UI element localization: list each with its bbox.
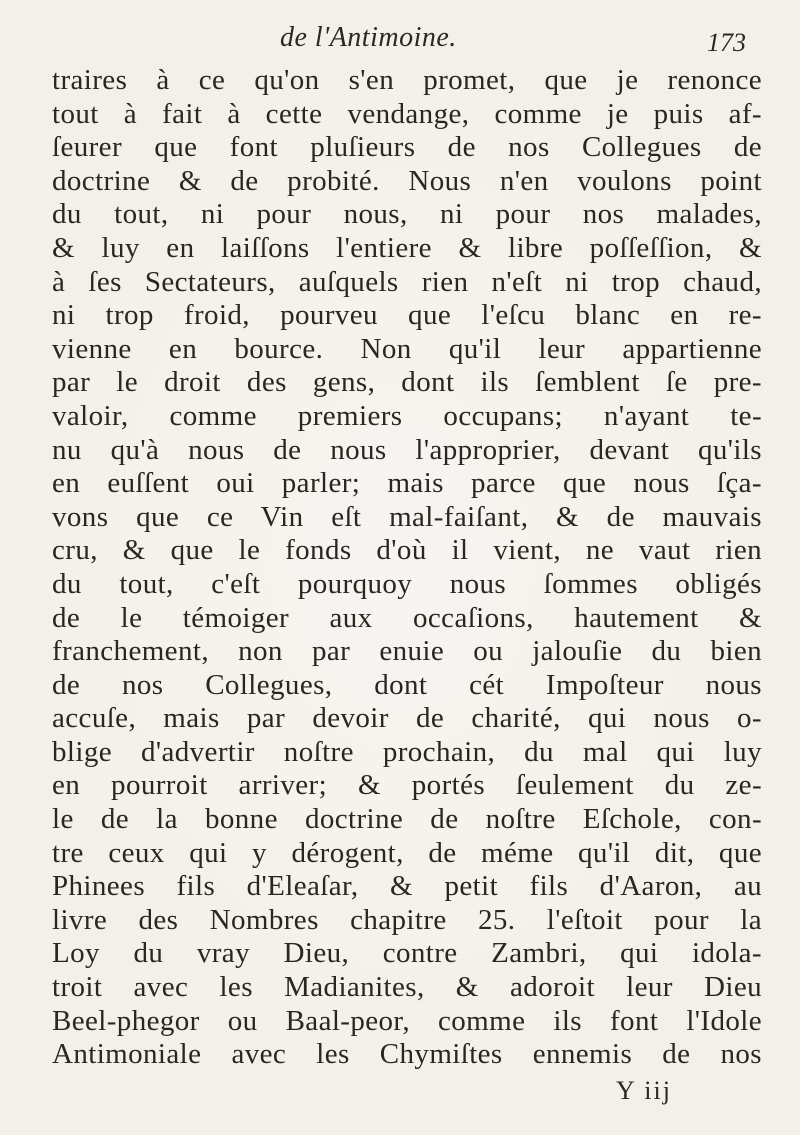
page-number: 173 [707,28,746,57]
text-line: de nos Collegues, dont cét Impoſteur nous [52,668,762,701]
text-line: troit avec les Madianites, & adoroit leur Dieu [52,971,762,1004]
text-line: Antimoniale avec les Chymiſtes ennemis de nos [52,1038,762,1071]
running-title: de l'Antimoine. [280,22,457,53]
text-line: valoir, comme premiers occupans; n'ayant te- [52,399,762,432]
text-line: vienne en bource. Non qu'il leur appartienne [52,332,762,365]
text-line: tout à fait à cette vendange, comme je puis af- [52,97,762,130]
text-line: en pourroit arriver; & portés ſeulement du ze- [52,769,762,802]
signature-mark: Y iij [616,1076,672,1105]
text-line: Beel-phegor ou Baal-peor, comme ils font l'Idole [52,1004,762,1037]
text-line: du tout, c'eſt pourquoy nous ſommes obligés [52,567,762,600]
text-line: blige d'advertir noſtre prochain, du mal qui luy [52,735,762,768]
text-line: traires à ce qu'on s'en promet, que je renonce [52,64,762,96]
text-line: cru, & que le fonds d'où il vient, ne vaut rien [52,534,762,567]
text-line: du tout, ni pour nous, ni pour nos malades, [52,198,762,231]
text-line: ni trop froid, pourveu que l'eſcu blanc en re- [52,299,762,332]
text-line: le de la bonne doctrine de noſtre Eſchole, con- [52,803,762,836]
text-line: en euſſent oui parler; mais parce que nous ſça- [52,467,762,500]
text-line: accuſe, mais par devoir de charité, qui nous o- [52,702,762,735]
text-line: de le témoiger aux occaſions, hautement & [52,601,762,634]
text-line: par le droit des gens, dont ils ſemblent ſe pre- [52,366,762,399]
body-text [52,64,762,1072]
text-line: à ſes Sectateurs, auſquels rien n'eſt ni trop chaud, [52,265,762,298]
text-line: & luy en laiſſons l'entiere & libre poſſeſſion, & [52,231,762,264]
text-line: doctrine & de probité. Nous n'en voulons point [52,164,762,197]
text-line: livre des Nombres chapitre 25. l'eſtoit pour la [52,903,762,936]
text-line: vons que ce Vin eſt mal-faiſant, & de mauvais [52,500,762,533]
text-line: tre ceux qui y dérogent, de méme qu'il dit, que [52,836,762,869]
text-line: ſeurer que font pluſieurs de nos Collegues de [52,131,762,164]
text-line: franchement, non par enuie ou jalouſie du bien [52,635,762,668]
text-line: Phinees fils d'Eleaſar, & petit fils d'Aaron, au [52,870,762,903]
text-line: nu qu'à nous de nous l'approprier, devant qu'ils [52,433,762,466]
text-line: Loy du vray Dieu, contre Zambri, qui idola- [52,937,762,970]
running-head [0,18,800,58]
